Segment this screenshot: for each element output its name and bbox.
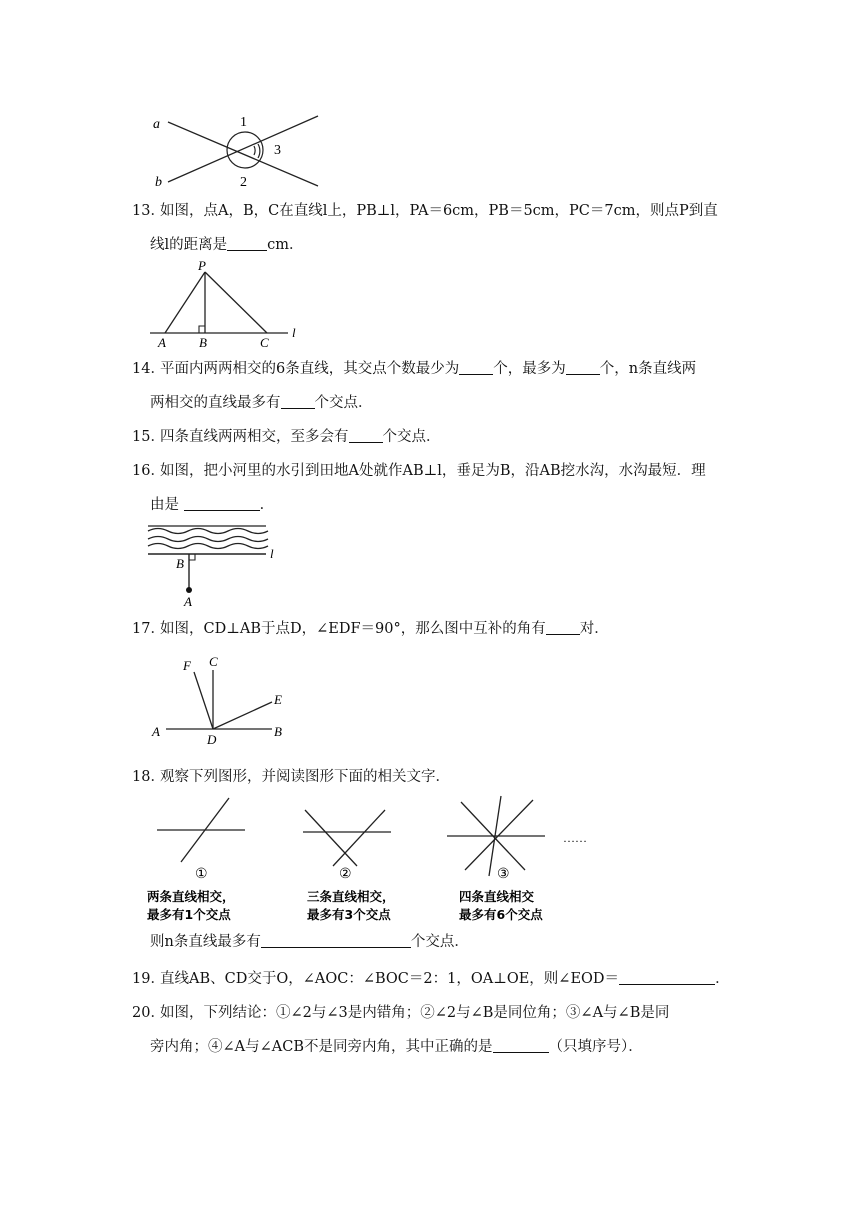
label-A: A xyxy=(152,724,160,739)
question-text: （只填序号）． xyxy=(548,1039,643,1055)
label-F: F xyxy=(183,658,191,673)
question-number: 14． xyxy=(132,361,165,377)
question-text: 如图，下列结论：①∠2与∠3是内错角；②∠2与∠B是同位角；③∠A与∠B是同 xyxy=(160,1005,670,1021)
question-13 xyxy=(132,194,752,262)
panel-1-label: ① xyxy=(195,867,208,882)
label-2: 2 xyxy=(240,175,247,190)
label-P: P xyxy=(198,258,206,273)
figure-q12 xyxy=(150,108,330,188)
question-number: 18． xyxy=(132,769,165,785)
question-16 xyxy=(132,454,752,522)
answer-blank[interactable] xyxy=(546,618,580,635)
question-text: 如图，点A，B，C在直线l上，PB⊥l，PA＝6cm，PB＝5cm，PC＝7cm，则点P到直 xyxy=(160,203,718,219)
question-text: 由是 xyxy=(150,497,179,513)
question-text: 个交点． xyxy=(314,395,373,411)
question-text: ． xyxy=(715,971,730,987)
question-18-answer xyxy=(132,925,752,959)
label-C: C xyxy=(209,654,218,669)
question-14 xyxy=(132,352,752,420)
ellipsis: …… xyxy=(563,831,587,845)
label-B: B xyxy=(274,724,282,739)
panel-1-caption-1: 两条直线相交， xyxy=(147,889,235,904)
question-text: 四条直线两两相交，至多会有 xyxy=(160,429,349,445)
answer-blank[interactable] xyxy=(227,234,267,251)
answer-blank[interactable] xyxy=(566,358,600,375)
label-E: E xyxy=(274,692,282,707)
question-18 xyxy=(132,760,752,794)
question-text: 平面内两两相交的6条直线，其交点个数最少为 xyxy=(160,361,460,377)
answer-blank[interactable] xyxy=(619,968,715,985)
question-text: 线l的距离是 xyxy=(150,237,228,253)
answer-blank[interactable] xyxy=(349,426,383,443)
question-text: 如图，CD⊥AB于点D，∠EDF＝90°，那么图中互补的角有 xyxy=(160,621,546,637)
question-17 xyxy=(132,612,752,646)
panel-2-caption-2: 最多有3个交点 xyxy=(307,907,391,922)
label-A: A xyxy=(184,594,192,609)
question-number: 20． xyxy=(132,1005,165,1021)
question-text: 直线AB、CD交于O，∠AOC：∠BOC＝2：1，OA⊥OE，则∠EOD＝ xyxy=(160,971,620,987)
question-text: 旁内角；④∠A与∠ACB不是同旁内角，其中正确的是 xyxy=(150,1039,493,1055)
figure-q18 xyxy=(145,790,605,930)
label-3: 3 xyxy=(274,143,281,158)
label-B: B xyxy=(176,556,184,571)
question-text: 对． xyxy=(579,621,609,637)
question-19 xyxy=(132,962,752,996)
question-number: 13． xyxy=(132,203,165,219)
question-text: 则n条直线最多有 xyxy=(150,934,261,950)
question-text: 个，n条直线两 xyxy=(599,361,697,377)
question-text: 观察下列图形，并阅读图形下面的相关文字． xyxy=(160,769,450,785)
panel-2-label: ② xyxy=(339,867,352,882)
label-A: A xyxy=(158,335,166,350)
question-text: ． xyxy=(259,497,275,513)
answer-blank[interactable] xyxy=(281,392,315,409)
question-text: 个交点． xyxy=(410,934,469,950)
answer-blank[interactable] xyxy=(261,931,411,948)
panel-3-label: ③ xyxy=(497,867,510,882)
label-B: B xyxy=(199,335,207,350)
question-text: 个，最多为 xyxy=(493,361,566,377)
question-number: 17． xyxy=(132,621,165,637)
label-a: a xyxy=(153,117,160,132)
label-b: b xyxy=(155,175,162,190)
question-text: 两相交的直线最多有 xyxy=(150,395,281,411)
question-text: 个交点． xyxy=(382,429,441,445)
question-15 xyxy=(132,420,752,454)
label-l: l xyxy=(292,325,296,340)
question-text: cm． xyxy=(267,237,304,253)
question-number: 19． xyxy=(132,971,165,987)
question-20 xyxy=(132,996,752,1064)
figure-q17 xyxy=(150,652,290,747)
panel-3-caption-2: 最多有6个交点 xyxy=(459,907,543,922)
label-C: C xyxy=(260,335,269,350)
question-number: 15． xyxy=(132,429,165,445)
label-1: 1 xyxy=(240,115,247,130)
answer-blank[interactable] xyxy=(493,1036,549,1053)
panel-1-caption-2: 最多有1个交点 xyxy=(147,907,231,922)
answer-blank[interactable] xyxy=(459,358,493,375)
question-number: 16． xyxy=(132,463,165,479)
panel-2-caption-1: 三条直线相交， xyxy=(307,889,395,904)
figure-q13 xyxy=(150,258,310,350)
label-D: D xyxy=(207,732,217,747)
answer-blank[interactable] xyxy=(184,494,260,511)
panel-3-caption-1: 四条直线相交 xyxy=(459,889,535,904)
question-text: 如图，把小河里的水引到田地A处就作AB⊥l，垂足为B，沿AB挖水沟，水沟最短．理 xyxy=(160,463,706,479)
label-l: l xyxy=(270,546,274,561)
figure-q16 xyxy=(148,524,288,608)
